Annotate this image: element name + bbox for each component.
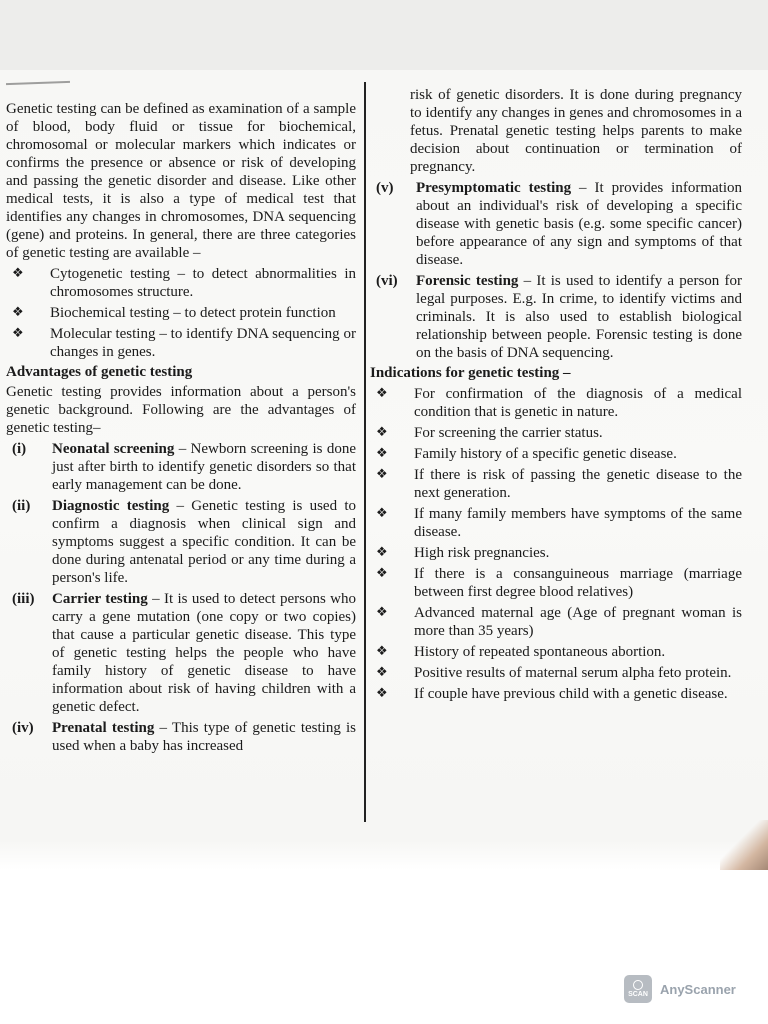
- indication-item: [370, 424, 742, 442]
- indication-item: [370, 466, 742, 502]
- indication-item: [370, 445, 742, 463]
- item-lead: Prenatal testing: [52, 720, 155, 736]
- indication-text: For confirmation of the diagnosis of a medical condition that is genetic in nature.: [414, 386, 742, 420]
- indication-text: High risk pregnancies.: [414, 545, 550, 561]
- bullet-icon: ❖: [12, 326, 24, 341]
- item-text: [52, 590, 356, 716]
- item-number: (iii): [12, 591, 35, 607]
- indication-text: If there is risk of passing the genetic disease to the next generation.: [414, 467, 742, 501]
- right-column: [370, 86, 742, 703]
- item-lead: Presymptomatic testing: [416, 180, 572, 196]
- advantage-item: [6, 440, 356, 494]
- item-text: [52, 497, 356, 587]
- indication-text: History of repeated spontaneous abortion.: [414, 644, 666, 660]
- category-text: Biochemical testing – to detect protein function: [50, 305, 336, 321]
- indication-text: Positive results of maternal serum alpha feto protein.: [414, 665, 732, 681]
- pen-mark: [6, 81, 70, 85]
- bullet-icon: ❖: [376, 686, 388, 701]
- bullet-icon: ❖: [376, 446, 388, 461]
- bullet-icon: ❖: [376, 665, 388, 680]
- indication-item: [370, 664, 742, 682]
- advantages-intro: Genetic testing provides information about a person's genetic background. Following are the advantages of genetic testing–: [6, 384, 356, 436]
- indication-text: If there is a consanguineous marriage (marriage between first degree blood relatives): [414, 566, 742, 600]
- category-item: [6, 265, 356, 301]
- item-body: – Newborn screening is done just after birth to identify genetic disorders so that early management can be done.: [52, 441, 356, 493]
- indication-text: Advanced maternal age (Age of pregnant woman is more than 35 years): [414, 605, 742, 639]
- watermark-text: AnyScanner: [660, 981, 736, 997]
- item-number: (iv): [12, 720, 34, 736]
- item-lead: Diagnostic testing: [52, 498, 170, 514]
- anyscanner-watermark: [624, 975, 736, 1003]
- advantage-item: [6, 590, 356, 716]
- item-number: (v): [376, 180, 394, 196]
- bullet-icon: ❖: [376, 425, 388, 440]
- category-text: Cytogenetic testing – to detect abnormalities in chromosomes structure.: [50, 266, 356, 300]
- advantage-item: [370, 272, 742, 362]
- indication-text: If couple have previous child with a genetic disease.: [414, 686, 728, 702]
- category-item: [6, 325, 356, 361]
- page-corner-shadow: [720, 820, 768, 870]
- indications-heading: Indications for genetic testing –: [370, 365, 571, 381]
- top-shadow: [0, 0, 768, 70]
- bullet-icon: ❖: [376, 506, 388, 521]
- scanner-logo-icon: [624, 975, 652, 1003]
- item-lead: Forensic testing: [416, 273, 519, 289]
- item-lead: Carrier testing: [52, 591, 148, 607]
- indication-item: [370, 544, 742, 562]
- advantage-item: [6, 497, 356, 587]
- bullet-icon: ❖: [376, 644, 388, 659]
- indication-item: [370, 385, 742, 421]
- prenatal-continuation: risk of genetic disorders. It is done during pregnancy to identify any changes in genes and chromosomes in a fetus. Prenatal genetic testing helps parents to make decision about continuation or termination of pregnancy.: [410, 87, 742, 175]
- indication-text: If many family members have symptoms of the same disease.: [414, 506, 742, 540]
- item-number: (i): [12, 441, 27, 457]
- item-text: [52, 440, 356, 494]
- indication-text: Family history of a specific genetic disease.: [414, 446, 677, 462]
- category-item: [6, 304, 356, 322]
- left-column: [6, 100, 356, 755]
- indication-item: [370, 505, 742, 541]
- indication-item: [370, 604, 742, 640]
- bullet-icon: ❖: [12, 266, 24, 281]
- scanner-logo-text: SCAN: [628, 990, 648, 998]
- item-body: – Genetic testing is used to confirm a diagnosis when clinical sign and symptoms suggest a specific condition. It can be done during antenatal period or any time during a person's life.: [52, 498, 357, 586]
- lens-icon: [633, 980, 643, 990]
- item-text: [52, 719, 356, 755]
- bullet-icon: ❖: [376, 386, 388, 401]
- category-text: Molecular testing – to identify DNA sequencing or changes in genes.: [50, 326, 356, 360]
- item-body: – This type of genetic testing is used when a baby has increased: [52, 720, 356, 754]
- item-number: (vi): [376, 273, 398, 289]
- item-text: [416, 272, 742, 362]
- bullet-icon: ❖: [376, 545, 388, 560]
- item-body: – It is used to identify a person for legal purposes. E.g. In crime, to identify victims and criminals. It is also used to establish biological relationship between people. Forensic testing is done on the basis of DNA sequencing.: [416, 273, 743, 361]
- indication-item: [370, 565, 742, 601]
- item-number: (ii): [12, 498, 31, 514]
- advantage-item: [6, 719, 356, 755]
- bullet-icon: ❖: [376, 605, 388, 620]
- item-text: [416, 179, 742, 269]
- column-divider: [364, 82, 366, 822]
- intro-paragraph: Genetic testing can be defined as examination of a sample of blood, body fluid or tissue for biochemical, chromosomal or molecular markers which indicates or confirms the presence or absence or risk of developing and passing the genetic disorder and disease. Like other medical tests, it is also a type of medical test that identifies any changes in chromosomes, DNA sequencing (gene) and proteins. In general, there are three categories of genetic testing are available –: [6, 101, 356, 261]
- bullet-icon: ❖: [376, 566, 388, 581]
- item-body: – It is used to detect persons who carry a gene mutation (one copy or two copies) that cause a particular genetic disease. This type of genetic testing helps the people who have family history of genetic disease to have information about risk of having children with a genetic defect.: [52, 591, 356, 715]
- bullet-icon: ❖: [376, 467, 388, 482]
- advantages-heading: Advantages of genetic testing: [6, 364, 193, 380]
- item-body: – It provides information about an individual's risk of developing a specific disease with genetic basis (e.g. some specific cancer) before appearance of any sign and symptoms of that disease.: [416, 180, 743, 268]
- bullet-icon: ❖: [12, 305, 24, 320]
- indication-item: [370, 685, 742, 703]
- indication-text: For screening the carrier status.: [414, 425, 603, 441]
- advantage-item: [370, 179, 742, 269]
- indication-item: [370, 643, 742, 661]
- item-lead: Neonatal screening: [52, 441, 175, 457]
